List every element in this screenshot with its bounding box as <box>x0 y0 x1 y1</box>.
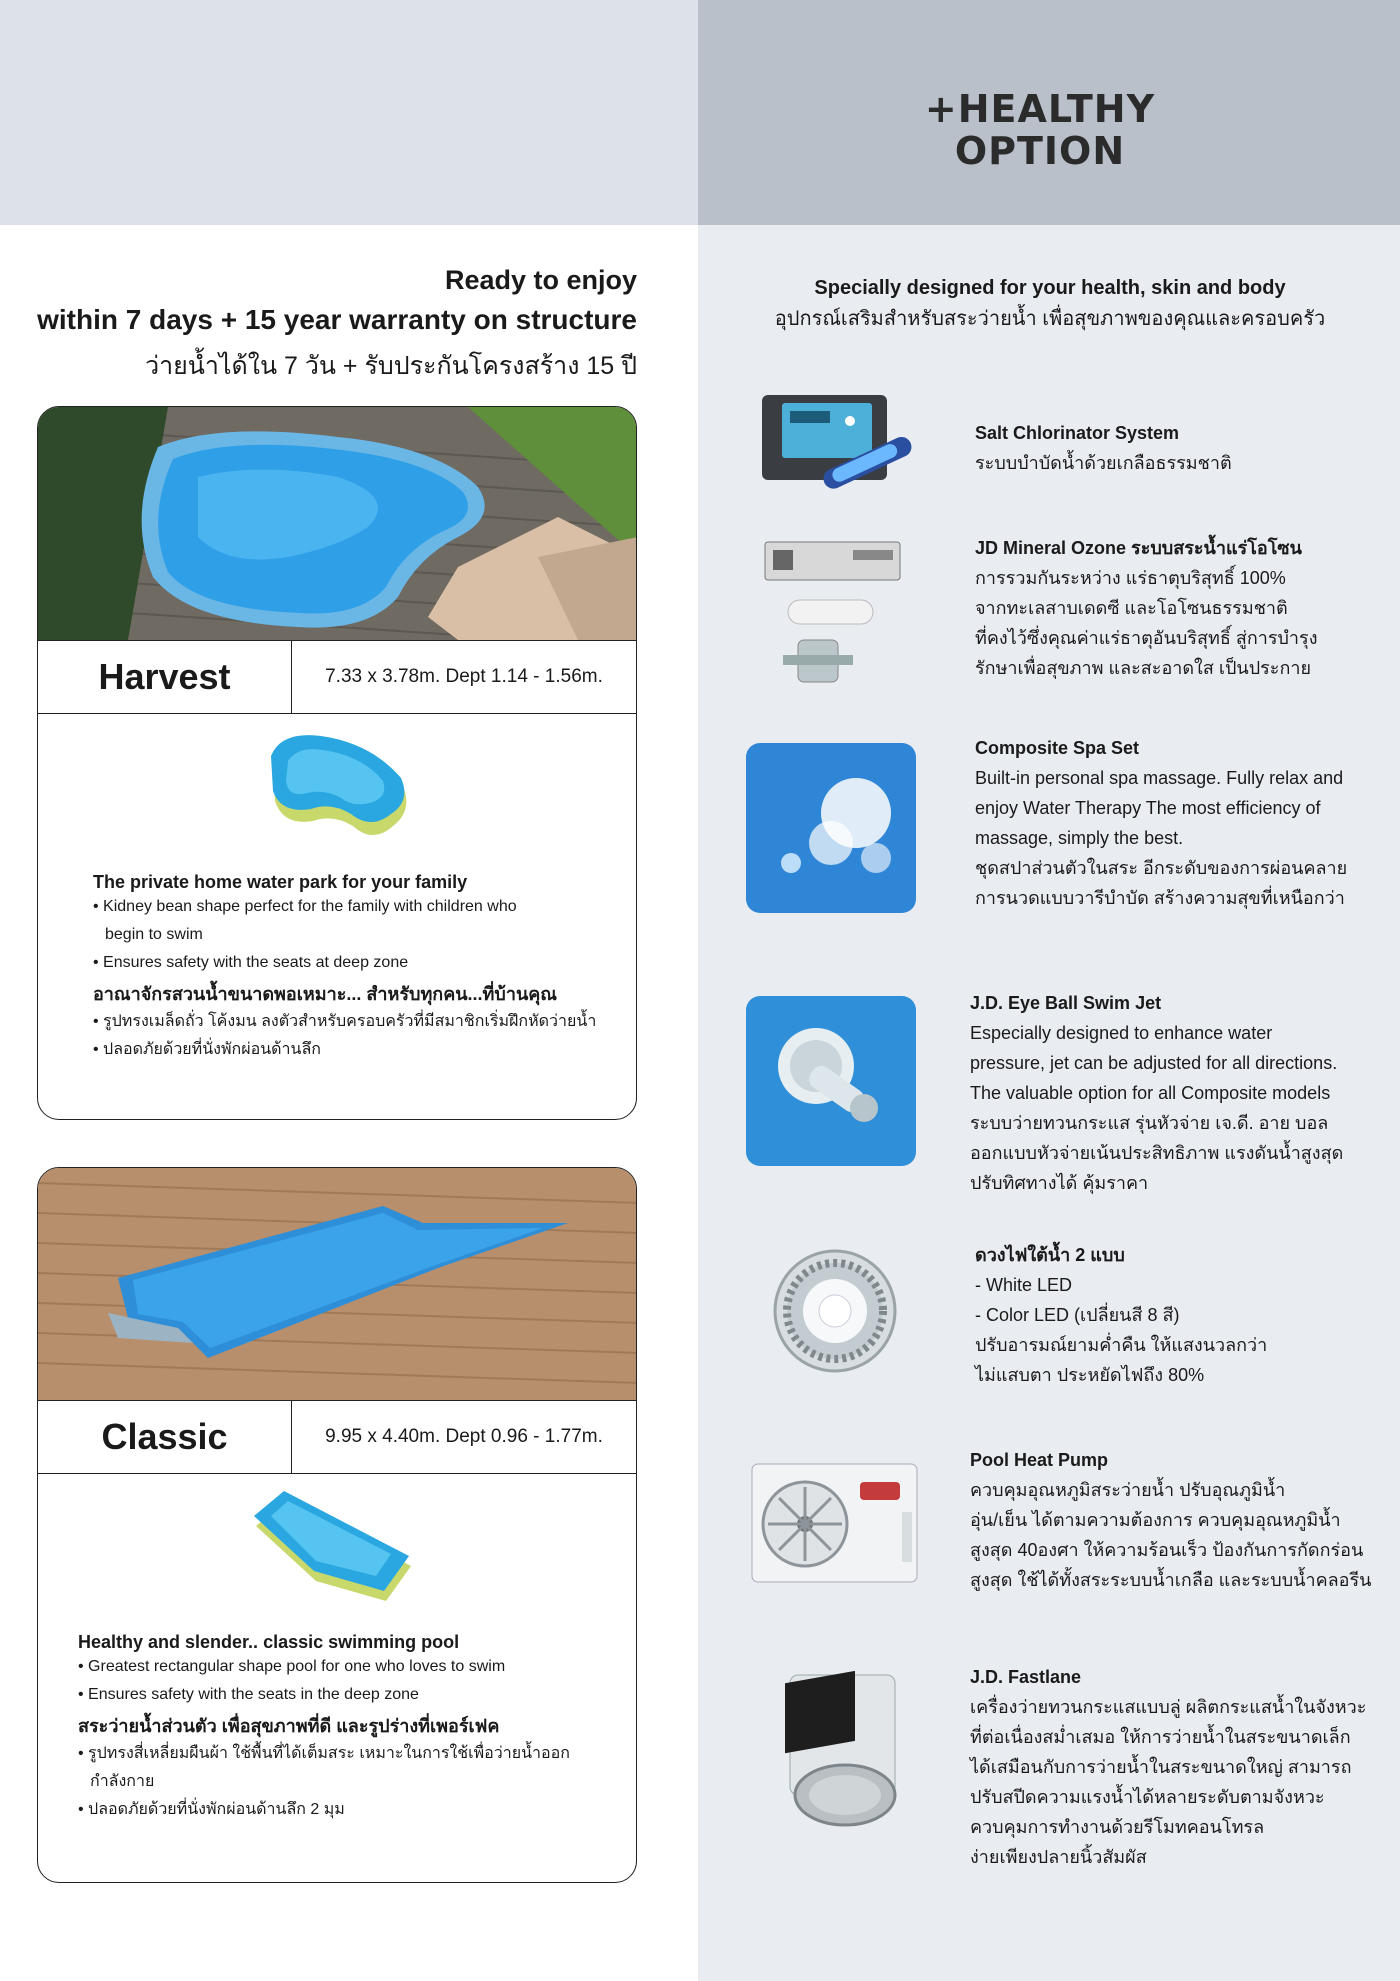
spa-icon <box>746 743 916 918</box>
option-swim-jet <box>970 988 1370 1198</box>
option-heat-pump <box>970 1445 1380 1595</box>
pool-heading-th: สระว่ายน้ำส่วนตัว เพื่อสุขภาพที่ดี และรูปร่างที่เพอร์เฟค <box>78 1716 500 1736</box>
option-line: - Color LED (เปลี่ยนสี 8 สี) <box>975 1305 1180 1325</box>
option-line: ง่ายเพียงปลายนิ้วสัมผัส <box>970 1847 1147 1867</box>
option-fastlane <box>970 1662 1380 1872</box>
option-line: ที่ต่อเนื่องสม่ำเสมอ ให้การว่ายน้ำในสระขนาดเล็ก <box>970 1727 1351 1747</box>
pool-card-harvest <box>37 406 637 1120</box>
title-line-1: +HEALTHY <box>924 87 1156 131</box>
option-line: สูงสุด 40องศา ให้ความร้อนเร็ว ป้องกันการกัดกร่อน <box>970 1540 1364 1560</box>
options-intro-en: Specially designed for your health, skin and body <box>814 277 1286 299</box>
pool-name: Classic <box>38 1401 292 1473</box>
title-line-2: OPTION <box>954 129 1126 173</box>
pool-dimensions: 9.95 x 4.40m. Dept 0.96 - 1.77m. <box>325 1426 603 1447</box>
option-underwater-light <box>975 1240 1375 1390</box>
bullet-item: • ปลอดภัยด้วยที่นั่งพักผ่อนด้านลึก <box>93 1036 606 1064</box>
option-line: ระบบว่ายทวนกระแส รุ่นหัวจ่าย เจ.ดี. อาย บอล <box>970 1113 1329 1133</box>
option-line: Built-in personal spa massage. Fully relax and <box>975 768 1344 788</box>
swim-jet-icon <box>746 996 916 1171</box>
harvest-body <box>38 726 636 1064</box>
bullet-item: • รูปทรงสี่เหลี่ยมผืนผ้า ใช้พื้นที่ได้เต็มสระ เหมาะในการใช้เพื่อว่ายน้ำออกกำลังกาย <box>78 1740 578 1796</box>
option-line: The valuable option for all Composite models <box>970 1083 1331 1103</box>
option-line: การรวมกันระหว่าง แร่ธาตุบริสุทธิ์ 100% <box>975 568 1286 588</box>
options-intro-th: อุปกรณ์เสริมสำหรับสระว่ายน้ำ เพื่อสุขภาพของคุณและครอบครัว <box>774 308 1326 330</box>
option-title: ดวงไฟใต้น้ำ 2 แบบ <box>975 1245 1125 1265</box>
heat-pump-icon <box>750 1462 920 1592</box>
option-line: massage, simply the best. <box>975 828 1184 848</box>
option-title: J.D. Eye Ball Swim Jet <box>970 993 1162 1013</box>
option-line: ไม่แสบตา ประหยัดไฟถึง 80% <box>975 1365 1205 1385</box>
option-line: ได้เสมือนกับการว่ายน้ำในสระขนาดใหญ่ สามารถ <box>970 1757 1352 1777</box>
option-line: จากทะเลสาบเดดซี และโอโซนธรรมชาติ <box>975 598 1288 618</box>
pool-dimensions: 7.33 x 3.78m. Dept 1.14 - 1.56m. <box>325 666 603 687</box>
salt-chlorinator-icon <box>760 393 925 508</box>
pool-bullets-th <box>78 1740 606 1824</box>
mineral-ozone-icon <box>763 540 903 695</box>
option-line: ที่คงไว้ซึ่งคุณค่าแร่ธาตุอันบริสุทธิ์ สู่การบำรุง <box>975 628 1318 648</box>
option-line: ควบคุมการทำงานด้วยรีโมทคอนโทรล <box>970 1817 1265 1837</box>
option-line: Especially designed to enhance water <box>970 1023 1273 1043</box>
pool-heading-th: อาณาจักรสวนน้ำขนาดพอเหมาะ... สำหรับทุกคน...ที่บ้านคุณ <box>93 984 558 1004</box>
bullet-item: • Kidney bean shape perfect for the family with children who begin to swim <box>93 893 523 949</box>
healthy-option-title <box>880 88 1200 172</box>
option-line: ปรับอารมณ์ยามค่ำคืน ให้แสงนวลกว่า <box>975 1335 1268 1355</box>
intro-line-3: ว่ายน้ำได้ใน 7 วัน + รับประกันโครงสร้าง 15 ปี <box>145 352 637 380</box>
intro-line-1: Ready to enjoy <box>444 265 637 295</box>
pool-heading: The private home water park for your family <box>93 872 468 892</box>
option-line: อุ่น/เย็น ได้ตามความต้องการ ควบคุมอุณหภูมิน้ำ <box>970 1510 1341 1530</box>
bullet-item: • ปลอดภัยด้วยที่นั่งพักผ่อนด้านลึก 2 มุม <box>78 1796 606 1824</box>
option-salt-chlorinator <box>975 418 1375 478</box>
option-line: ปรับสปีดความแรงน้ำได้หลายระดับตามจังหวะ <box>970 1787 1325 1807</box>
bullet-item: • รูปทรงเมล็ดถั่ว โค้งมน ลงตัวสำหรับครอบครัวที่มีสมาชิกเริ่มฝึกหัดว่ายน้ำ <box>93 1008 606 1036</box>
harvest-shape-diagram <box>253 726 423 856</box>
intro-block <box>37 260 637 386</box>
option-spa-set <box>975 733 1375 913</box>
option-line: enjoy Water Therapy The most efficiency of <box>975 798 1321 818</box>
classic-body <box>38 1486 636 1824</box>
underwater-light-icon <box>770 1246 900 1381</box>
option-line: การนวดแบบวารีบำบัด สร้างความสุขที่เหนือกว่า <box>975 888 1345 908</box>
option-line: ออกแบบหัวจ่ายเน้นประสิทธิภาพ แรงดันน้ำสูงสุด <box>970 1143 1344 1163</box>
header-band-left <box>0 0 698 225</box>
option-line: pressure, jet can be adjusted for all directions. <box>970 1053 1338 1073</box>
option-title: J.D. Fastlane <box>970 1667 1082 1687</box>
option-line: ระบบบำบัดน้ำด้วยเกลือธรรมชาติ <box>975 453 1232 473</box>
pool-bullets-th <box>93 1008 606 1064</box>
option-line: ควบคุมอุณหภูมิสระว่ายน้ำ ปรับอุณภูมิน้ำ <box>970 1480 1286 1500</box>
option-line: สูงสุด ใช้ได้ทั้งสระระบบน้ำเกลือ และระบบน้ำคลอรีน <box>970 1570 1372 1590</box>
bullet-item: • Ensures safety with the seats at deep zone <box>93 949 606 977</box>
classic-shape-diagram <box>246 1486 416 1616</box>
option-title: Salt Chlorinator System <box>975 423 1180 443</box>
option-title: Pool Heat Pump <box>970 1450 1109 1470</box>
option-line: รักษาเพื่อสุขภาพ และสะอาดใส เป็นประกาย <box>975 658 1312 678</box>
option-title: Composite Spa Set <box>975 738 1140 758</box>
bullet-item: • Ensures safety with the seats in the deep zone <box>78 1681 606 1709</box>
option-title: JD Mineral Ozone ระบบสระน้ำแร่โอโซน <box>975 538 1302 558</box>
option-line: - White LED <box>975 1275 1073 1295</box>
pool-bullets <box>78 1653 606 1709</box>
intro-line-2: within 7 days + 15 year warranty on structure <box>37 304 637 335</box>
classic-header-row <box>38 1400 636 1474</box>
option-line: ปรับทิศทางได้ คุ้มราคา <box>970 1173 1149 1193</box>
option-line: เครื่องว่ายทวนกระแสแบบลู่ ผลิตกระแสน้ำในจังหวะ <box>970 1697 1367 1717</box>
pool-card-classic <box>37 1167 637 1883</box>
pool-name: Harvest <box>38 641 292 713</box>
pool-bullets <box>93 893 606 977</box>
option-mineral-ozone <box>975 533 1375 683</box>
option-line: ชุดสปาส่วนตัวในสระ อีกระดับของการผ่อนคลาย <box>975 858 1348 878</box>
harvest-photo <box>38 407 636 640</box>
harvest-header-row <box>38 640 636 714</box>
classic-photo <box>38 1168 636 1400</box>
bullet-item: • Greatest rectangular shape pool for one who loves to swim <box>78 1653 606 1681</box>
fastlane-icon <box>775 1665 905 1835</box>
pool-heading: Healthy and slender.. classic swimming pool <box>78 1632 460 1652</box>
